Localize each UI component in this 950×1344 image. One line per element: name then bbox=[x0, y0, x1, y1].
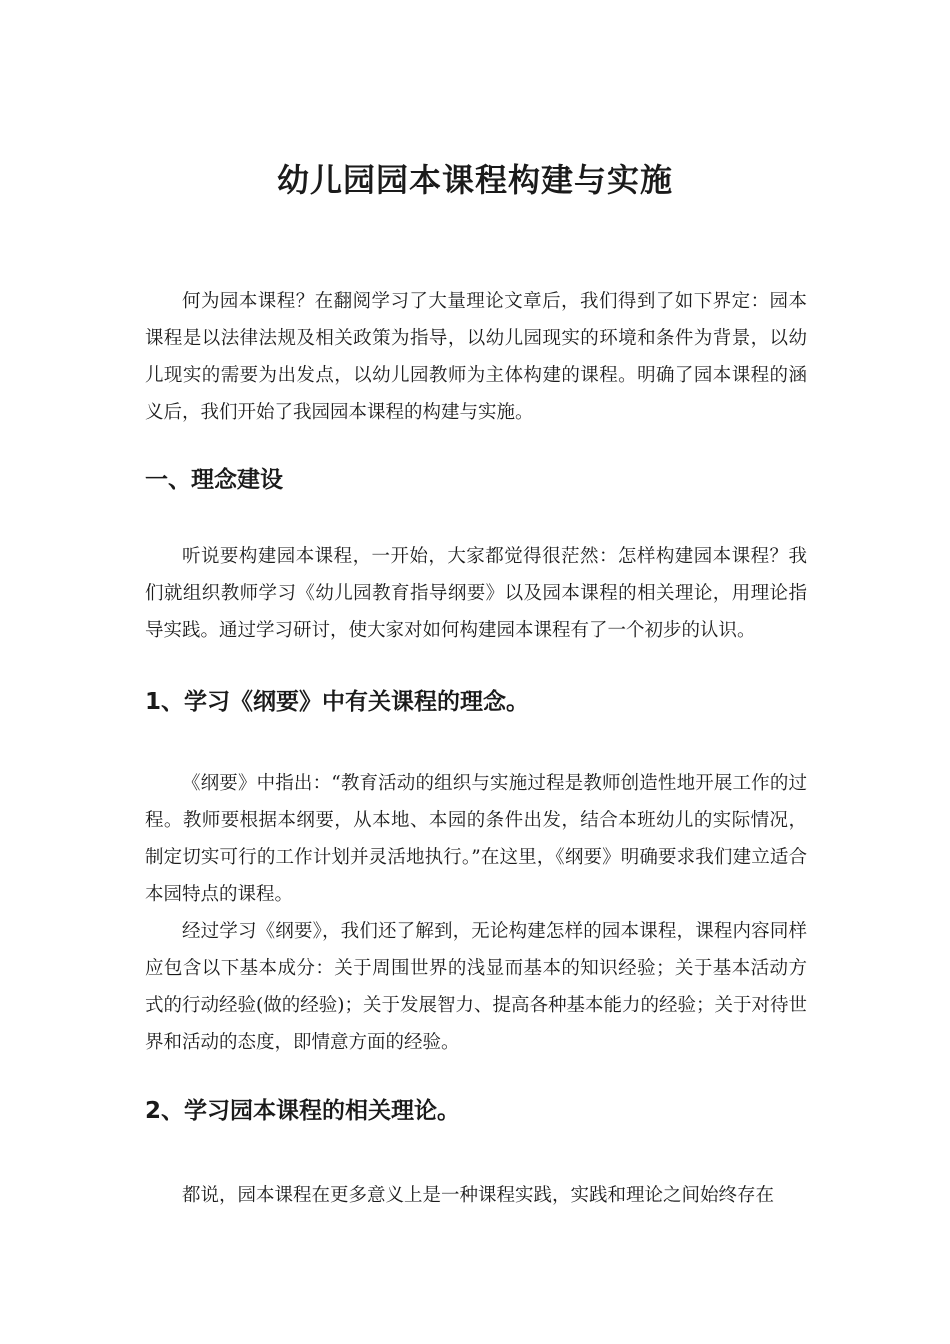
subsection-heading-outline: 1、学习《纲要》中有关课程的理念。 bbox=[145, 689, 530, 715]
subsection-heading-theory: 2、学习园本课程的相关理论。 bbox=[145, 1098, 461, 1124]
subsection-paragraph-outline-2: 经过学习《纲要》，我们还了解到，无论构建怎样的园本课程，课程内容同样应包含以下基本成分：关于周围世界的浅显而基本的知识经验；关于基本活动方式的行动经验(做的经验)；关于发展智力、提高各种基本能力的经验；关于对待世界和活动的态度，即情意方面的经验。 bbox=[145, 921, 807, 1053]
section-heading-concept: 一、理念建设 bbox=[145, 467, 283, 493]
document-title: 幼儿园园本课程构建与实施 bbox=[276, 161, 673, 199]
intro-paragraph: 何为园本课程？在翻阅学习了大量理论文章后，我们得到了如下界定：园本课程是以法律法规及相关政策为指导，以幼儿园现实的环境和条件为背景，以幼儿现实的需要为出发点，以幼儿园教师为主体构建的课程。明确了园本课程的涵义后，我们开始了我园园本课程的构建与实施。 bbox=[145, 291, 807, 423]
subsection-paragraph-theory: 都说，园本课程在更多意义上是一种课程实践，实践和理论之间始终存在 bbox=[182, 1185, 775, 1206]
subsection-paragraph-outline-1: 《纲要》中指出：“教育活动的组织与实施过程是教师创造性地开展工作的过程。教师要根据本纲要，从本地、本园的条件出发，结合本班幼儿的实际情况，制定切实可行的工作计划并灵活地执行。”在这里，《纲要》明确要求我们建立适合本园特点的课程。 bbox=[145, 773, 807, 905]
section-paragraph-concept: 听说要构建园本课程，一开始，大家都觉得很茫然：怎样构建园本课程？我们就组织教师学习《幼儿园教育指导纲要》以及园本课程的相关理论，用理论指导实践。通过学习研讨，使大家对如何构建园本课程有了一个初步的认识。 bbox=[145, 546, 807, 641]
